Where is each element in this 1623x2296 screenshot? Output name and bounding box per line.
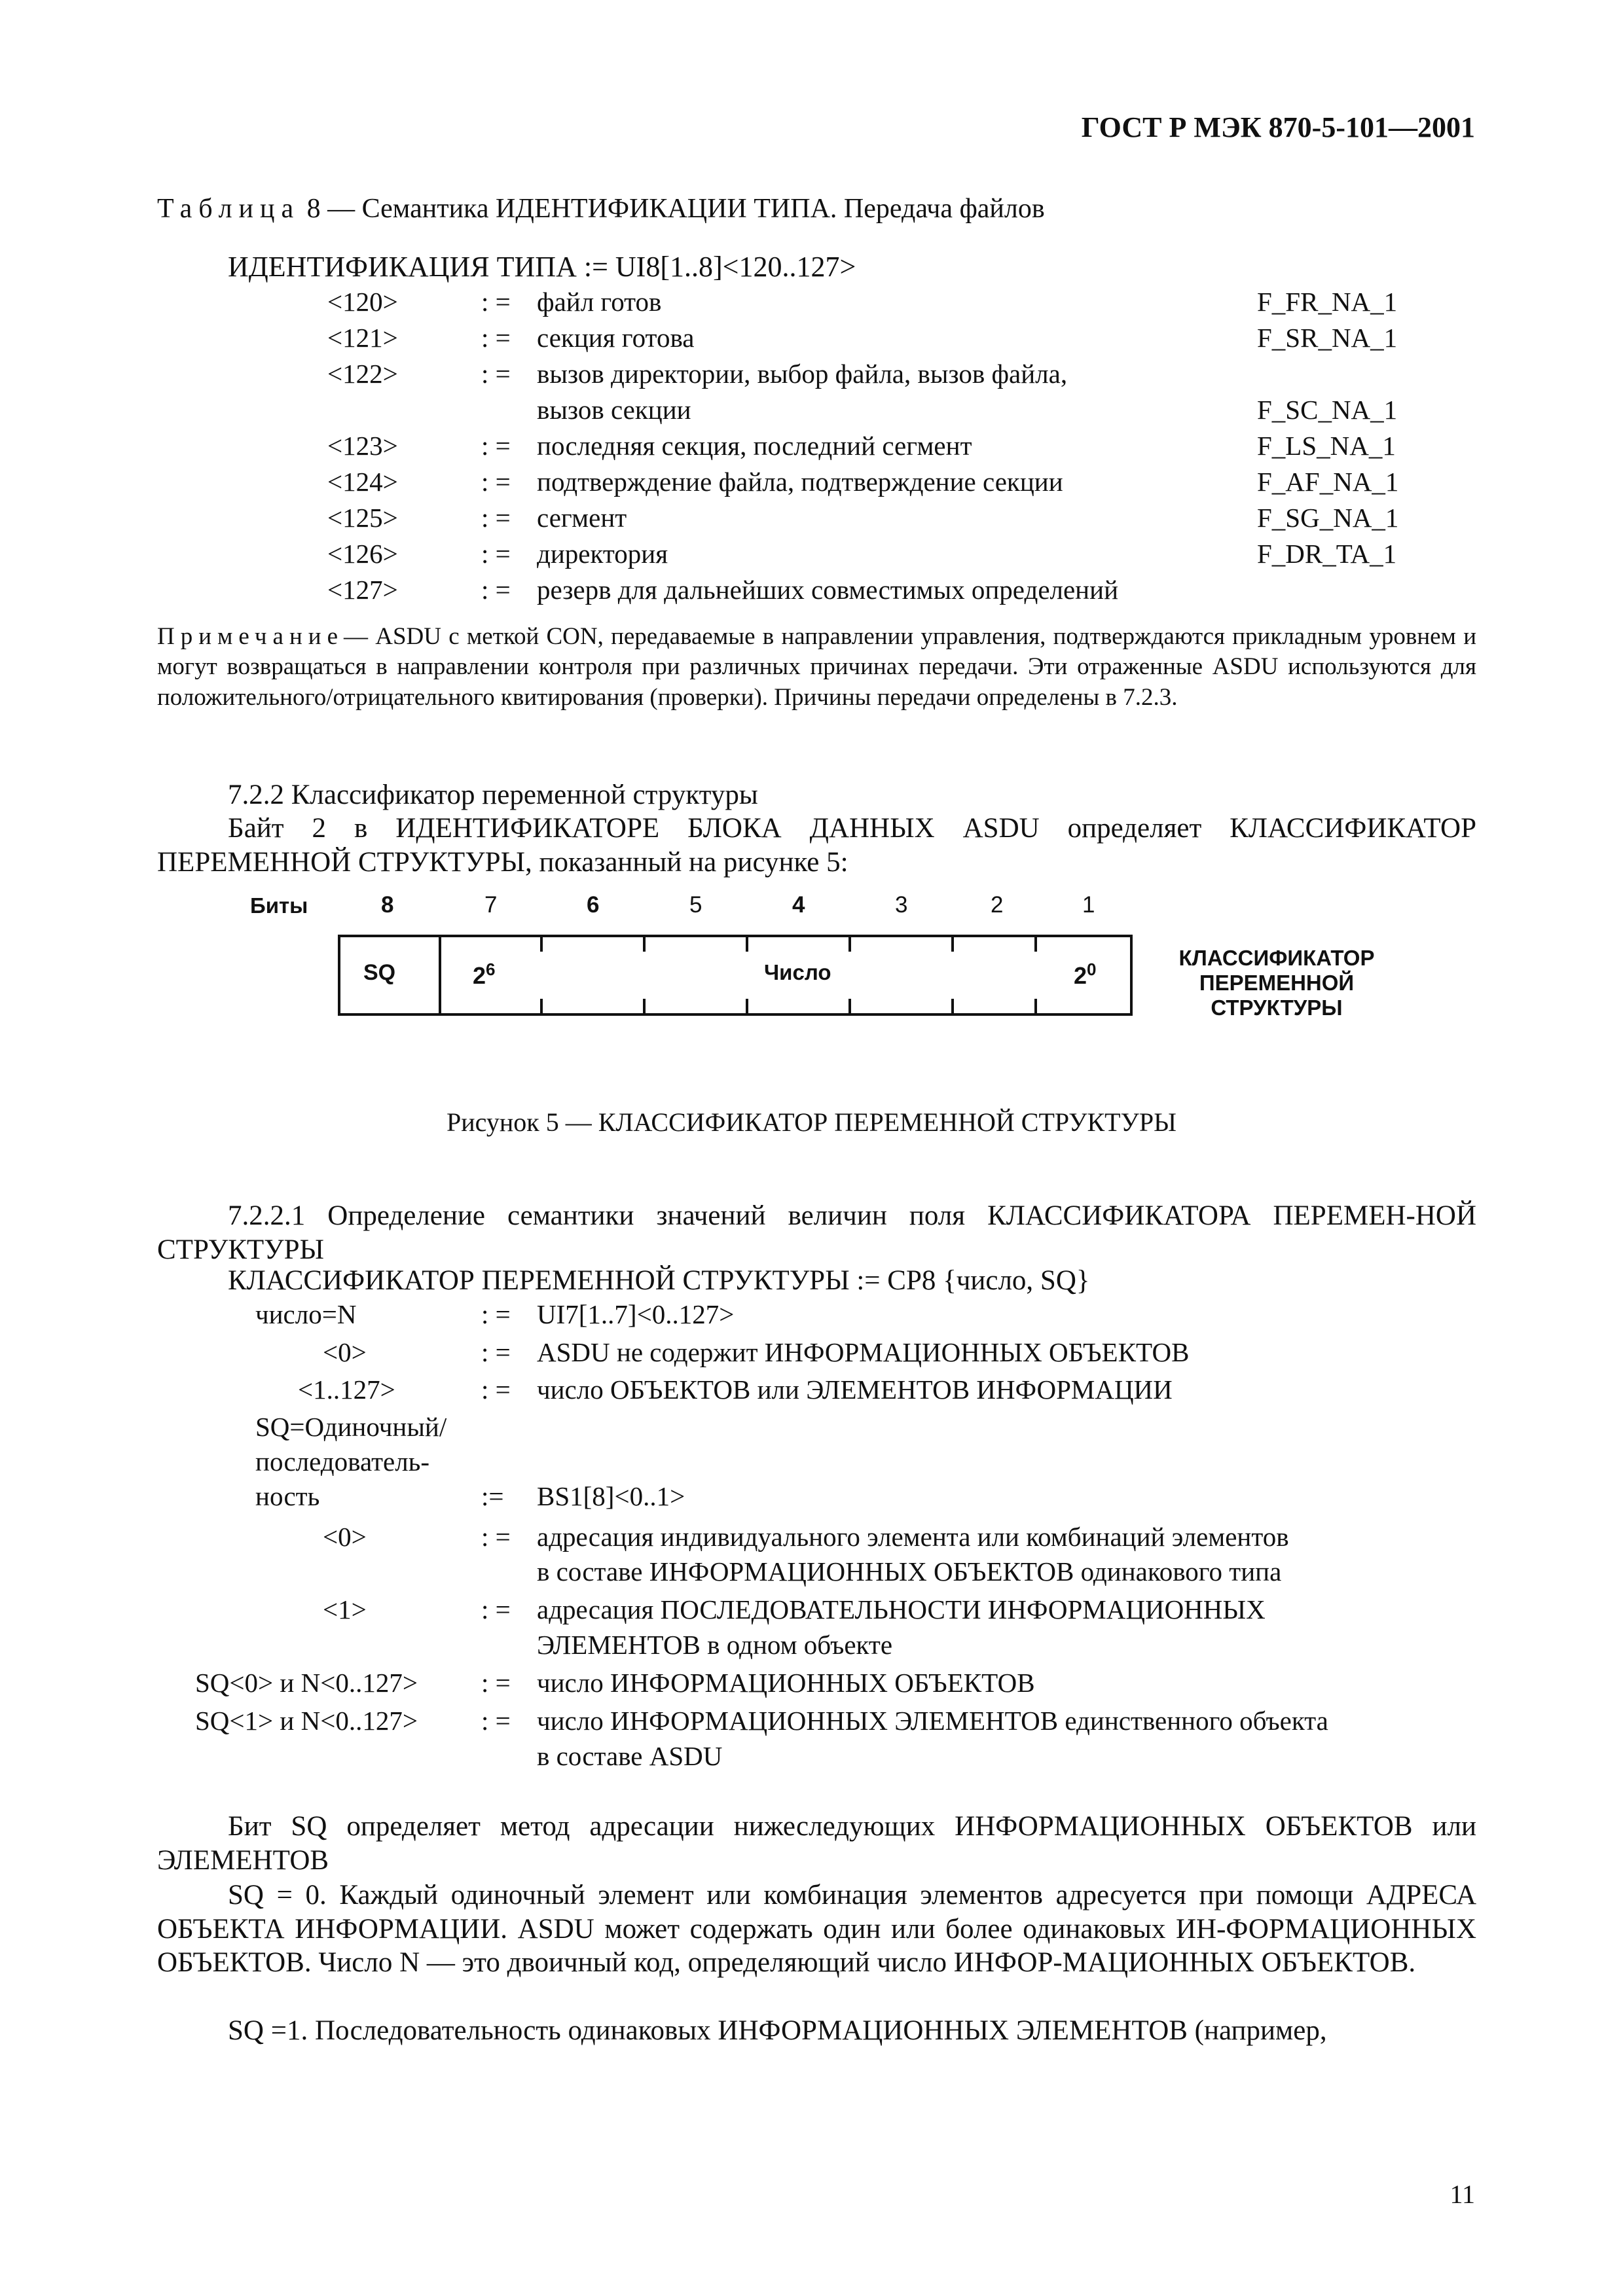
bit-number: 5 [689, 892, 702, 918]
msb-weight [473, 960, 496, 989]
lsb-exp: 0 [1087, 960, 1097, 979]
octet-box [338, 935, 1133, 1016]
sq-field: SQ [363, 960, 396, 985]
type-abbr: F_SG_NA_1 [1257, 503, 1399, 533]
semantics-value: в составе ИНФОРМАЦИОННЫХ ОБЪЕКТОВ одинакового типа [537, 1556, 1282, 1587]
bit-tick [746, 999, 748, 1013]
bit-number: 6 [587, 892, 600, 918]
semantics-op: : = [481, 1668, 511, 1698]
semantics-value: BS1[8]<0..1> [537, 1481, 685, 1511]
semantics-value: в составе ASDU [537, 1741, 723, 1771]
semantics-label: SQ<1> и N<0..127> [195, 1706, 418, 1736]
note-text: — ASDU с меткой CON, передаваемые в направлении управления, подтверждаются прикладным уровнем и могут возвращаться в направлении контроля при различных причинах передачи. Эти отраженные ASDU используются для положительного/отрицательного квитирования (проверки). Причины передачи определены в 7.2.3. [157, 623, 1476, 711]
section-7221-title: 7.2.2.1 Определение семантики значений величин поля КЛАССИФИКАТОРА ПЕРЕМЕН-НОЙ СТРУКТУРЫ [157, 1200, 1476, 1265]
type-row [0, 467, 1623, 503]
semantics-value: ASDU не содержит ИНФОРМАЦИОННЫХ ОБЪЕКТОВ [537, 1337, 1190, 1367]
bit-number: 1 [1082, 892, 1095, 918]
type-desc: вызов директории, выбор файла, вызов файла, [537, 359, 1068, 389]
bit-tick [540, 937, 543, 952]
type-desc: подтверждение файла, подтверждение секции [537, 467, 1063, 497]
type-eq: : = [481, 503, 511, 533]
semantics-label: <0> [323, 1522, 367, 1552]
type-desc: директория [537, 539, 668, 569]
type-eq: : = [481, 575, 511, 605]
type-abbr: F_SR_NA_1 [1257, 323, 1398, 353]
bit-number: 4 [792, 892, 805, 918]
section-722-text: Байт 2 в ИДЕНТИФИКАТОРЕ БЛОКА ДАННЫХ ASDU определяет КЛАССИФИКАТОР ПЕРЕМЕННОЙ СТРУКТУРЫ, показанный на рисунке 5: [157, 813, 1476, 878]
type-abbr: F_AF_NA_1 [1257, 467, 1399, 497]
type-code: <122> [327, 359, 398, 389]
semantics-label: SQ<0> и N<0..127> [195, 1668, 418, 1698]
type-desc: резерв для дальнейших совместимых определений [537, 575, 1119, 605]
type-row [0, 503, 1623, 539]
bit-tick [848, 999, 851, 1013]
type-code: <123> [327, 431, 398, 461]
number-field: Число [764, 960, 831, 984]
bit-tick [848, 937, 851, 952]
type-eq: : = [481, 467, 511, 497]
type-row [0, 359, 1623, 395]
type-row [0, 431, 1623, 467]
semantics-op: : = [481, 1594, 511, 1624]
type-code: <127> [327, 575, 398, 605]
table-caption-prefix: Таблица [157, 194, 301, 224]
bit-number: 8 [381, 892, 394, 918]
semantics-value: число ИНФОРМАЦИОННЫХ ЭЛЕМЕНТОВ единственного объекта [537, 1706, 1328, 1736]
type-abbr: F_LS_NA_1 [1257, 431, 1396, 461]
type-eq: : = [481, 323, 511, 353]
type-desc: сегмент [537, 503, 627, 533]
section-722-title: 7.2.2 Классификатор переменной структуры [228, 780, 758, 810]
type-row [0, 395, 1623, 431]
bit-tick [643, 937, 646, 952]
semantics-op: : = [481, 1374, 511, 1405]
bit-number: 2 [991, 892, 1004, 918]
type-abbr: F_FR_NA_1 [1257, 287, 1398, 317]
msb-exp: 6 [486, 960, 496, 979]
figure-side-label: КЛАССИФИКАТОР ПЕРЕМЕННОЙ СТРУКТУРЫ [1178, 946, 1375, 1020]
semantics-op: := [481, 1481, 504, 1511]
type-row [0, 539, 1623, 575]
type-id-header: ИДЕНТИФИКАЦИЯ ТИПА := UI8[1..8]<120..127> [228, 251, 856, 283]
bit-tick [643, 999, 646, 1013]
bits-label: Биты [250, 893, 308, 918]
sq-divider [439, 935, 441, 1016]
type-desc: секция готова [537, 323, 695, 353]
bit-tick [951, 937, 954, 952]
page-number: 11 [1450, 2179, 1475, 2209]
type-row [0, 287, 1623, 323]
type-abbr: F_SC_NA_1 [1257, 395, 1398, 425]
note-prefix: Примечание [157, 623, 344, 650]
type-eq: : = [481, 431, 511, 461]
paragraph-sq-bit: Бит SQ определяет метод адресации нижеследующих ИНФОРМАЦИОННЫХ ОБЪЕКТОВ или ЭЛЕМЕНТОВ [157, 1811, 1476, 1876]
type-code: <126> [327, 539, 398, 569]
msb-base: 2 [473, 962, 486, 989]
semantics-op: : = [481, 1522, 511, 1552]
type-code: <120> [327, 287, 398, 317]
type-code: <121> [327, 323, 398, 353]
semantics-value: адресация ПОСЛЕДОВАТЕЛЬНОСТИ ИНФОРМАЦИОННЫХ [537, 1594, 1266, 1624]
type-abbr: F_DR_TA_1 [1257, 539, 1397, 569]
figure-variable-structure-qualifier [242, 887, 1421, 1064]
type-eq: : = [481, 539, 511, 569]
table-caption-text: 8 — Семантика ИДЕНТИФИКАЦИИ ТИПА. Передача файлов [306, 194, 1045, 224]
type-row [0, 323, 1623, 359]
bit-number: 7 [484, 892, 498, 918]
bit-tick [1034, 937, 1037, 952]
semantics-value: адресация индивидуального элемента или комбинаций элементов [537, 1522, 1289, 1552]
semantics-label: <1..127> [298, 1374, 395, 1405]
semantics-value: число ИНФОРМАЦИОННЫХ ОБЪЕКТОВ [537, 1668, 1035, 1698]
semantics-label: последователь- [255, 1446, 430, 1477]
semantics-op: : = [481, 1337, 511, 1367]
lsb-weight [1074, 960, 1097, 989]
paragraph-sq-0: SQ = 0. Каждый одиночный элемент или комбинация элементов адресуется при помощи АДРЕСА ОБЪЕКТА ИНФОРМАЦИИ. ASDU может содержать один или более одинаковых ИН-ФОРМАЦИОННЫХ ОБЪЕКТОВ. Число N — это двоичный код, определяющий число ИНФОР-МАЦИОННЫХ ОБЪЕКТОВ. [157, 1880, 1476, 1979]
semantics-op: : = [481, 1299, 511, 1329]
lsb-base: 2 [1074, 962, 1087, 989]
type-row [0, 575, 1623, 611]
bit-tick [746, 937, 748, 952]
type-code: <125> [327, 503, 398, 533]
type-desc: последняя секция, последний сегмент [537, 431, 972, 461]
type-eq: : = [481, 287, 511, 317]
semantics-label: SQ=Одиночный/ [255, 1412, 447, 1442]
type-desc: вызов секции [537, 395, 691, 425]
document-header: ГОСТ Р МЭК 870-5-101—2001 [1081, 111, 1475, 143]
figure-caption: Рисунок 5 — КЛАССИФИКАТОР ПЕРЕМЕННОЙ СТРУКТУРЫ [446, 1107, 1177, 1137]
semantics-label: <1> [323, 1594, 367, 1624]
table-note [157, 622, 1476, 713]
section-7221-def: КЛАССИФИКАТОР ПЕРЕМЕННОЙ СТРУКТУРЫ := CP8 {число, SQ} [228, 1265, 1090, 1296]
semantics-label: ность [255, 1481, 320, 1511]
bit-tick [951, 999, 954, 1013]
bit-tick [540, 999, 543, 1013]
semantics-value: UI7[1..7]<0..127> [537, 1299, 735, 1329]
semantics-value: ЭЛЕМЕНТОВ в одном объекте [537, 1630, 893, 1660]
type-desc: файл готов [537, 287, 662, 317]
bit-number: 3 [895, 892, 908, 918]
table-caption [157, 193, 1045, 224]
semantics-op: : = [481, 1706, 511, 1736]
bit-tick [1034, 999, 1037, 1013]
type-code: <124> [327, 467, 398, 497]
semantics-label: число=N [255, 1299, 357, 1329]
semantics-value: число ОБЪЕКТОВ или ЭЛЕМЕНТОВ ИНФОРМАЦИИ [537, 1374, 1173, 1405]
semantics-label: <0> [323, 1337, 367, 1367]
type-eq: : = [481, 359, 511, 389]
paragraph-sq-1: SQ =1. Последовательность одинаковых ИНФОРМАЦИОННЫХ ЭЛЕМЕНТОВ (например, [228, 2015, 1327, 2046]
